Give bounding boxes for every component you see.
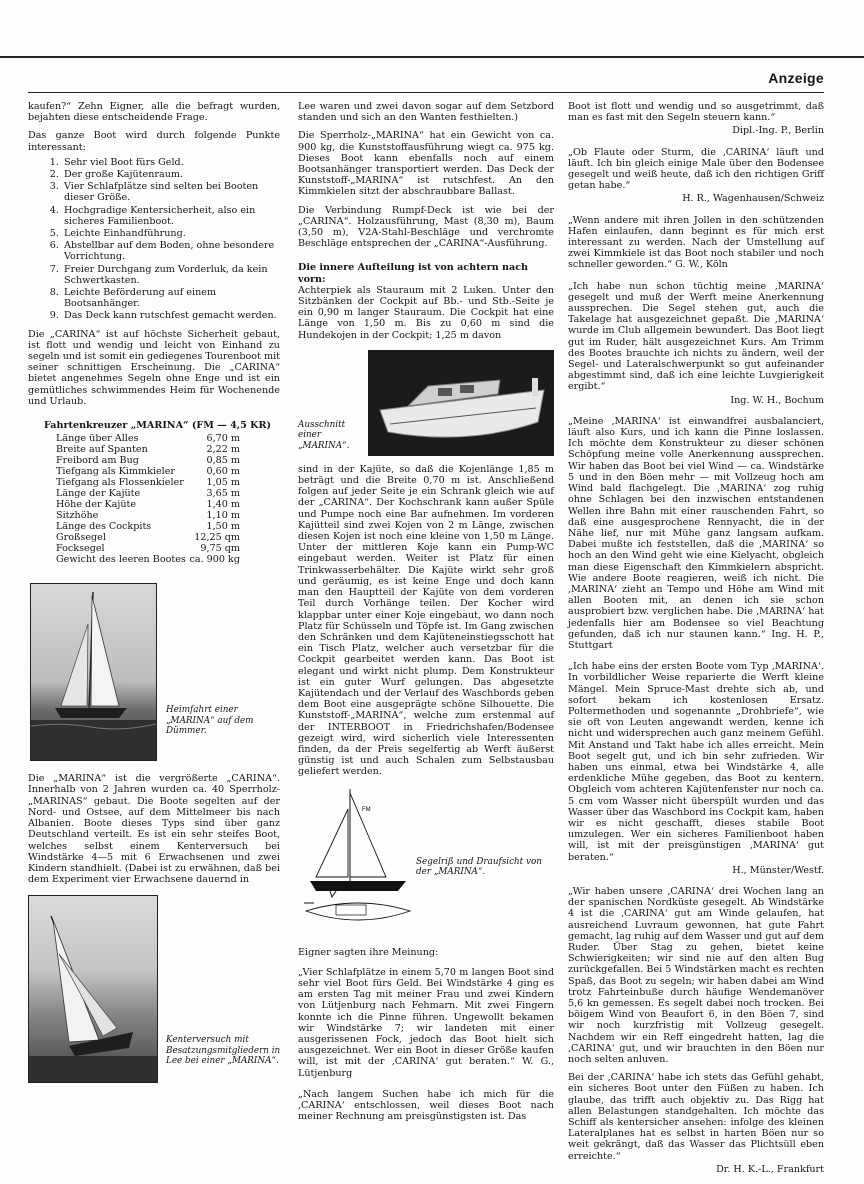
- sailing-photo-figure: [28, 583, 280, 759]
- photo-caption: Kenterversuch mit Besatzungsmitgliedern in Lee bei einer „MARINA“.: [166, 1035, 281, 1067]
- photo-caption: Heimfahrt einer „MARINA“ auf dem Dümmer.: [166, 705, 254, 737]
- table-row: Gewicht des leeren Bootes ca. 900 kg: [56, 554, 240, 566]
- paragraph: sind in der Kajüte, so daß die Kojenlänge 1,85 m beträgt und die Breite 0,70 m ist. Anschließend folgen auf jeder Seite je ein Schrank gleich wie auf der „CARINA“. Der Kochschrank kann außer Spüle und Pumpe noch eine Bar aufnehmen. Im vorderen Kajütteil sind zwei Kojen von 2 m Länge, zwischen diesen Kojen ist noch eine kleine von 1,50 m Länge. Unter der mittleren Koje kann ein Pump-WC eingebaut werden. Weiter ist Platz für einen Trinkwasserbehälter. Die Kajüte wirkt sehr groß und geräumig, es ist keine Enge und doch kann man den Hauptteil der Kajüte von dem vorderen Teil durch Vorhänge teilen. Der Kocher wird klappbar unter einer Koje eingebaut, wo dann noch Platz für Schüsseln und Töpfe ist. Im Gang zwischen den Schränken und dem Kajüteneinstiegsschott hat ein Tisch Platz, welcher auch versetzbar für die Cockpit gearbeitet werden kann. Das Boot ist elegant und wirkt nicht plump. Dem Konstrukteur ist ein guter Wurf gelungen. Das abgesetzte Kajütendach und der Verlauf des Waschbords geben dem Boot eine ausgeprägte schöne Silhouette. Die Kunststoff-„MARINA“, welche zum erstenmal auf der INTERBOOT in Friedrichshafen/Bodensee gezeigt wird, wird sicherlich viele Interessenten finden, da der Preis segelfertig ab Werft äußerst günstig ist und auch Schalen zum Selbstausbau geliefert werden.: [298, 463, 554, 778]
- list-item: 7. Freier Durchgang zum Vorderluk, da kein Schwertkasten.: [62, 264, 280, 286]
- spec-table-title: Fahrtenkreuzer „MARINA“ (FM — 4,5 KR): [44, 420, 272, 432]
- column-right: [568, 101, 824, 1184]
- cutaway-caption: Ausschnitt einer „MARINA“.: [298, 419, 350, 451]
- testimonial: „Meine ‚MARINA‘ ist einwandfrei ausbalanciert, läuft also Kurs, und ich kann die Pinne loslassen. Ich möchte dem Konstrukteur zu dieser schönen Schöpfung meine volle Anerkennung aussprechen. Wir haben das Boot bei viel Wind — ca. Windstärke 5 und in den Böen mehr — mit Vollzeug hoch am Wind bald flachgelegt. Die ‚MARINA‘ zog ruhig ohne Schlagen bei den inzwischen entstandenen Wellen ihre Bahn mit einer rauschenden Fahrt, so daß eine ausgesprochene Rennyacht, die in der Nähe lief, nur mit Mühe ganz langsam aufkam. Dabei mußte ich feststellen, daß die ‚MARINA‘ so hoch an den Wind geht wie eine Kielyacht, obgleich man diese Eigenschaft den Kimmkielern abspricht. Wie andere Boote reagieren, weiß ich nicht. Die ‚MARINA‘ zieht an Tempo und Höhe am Wind mit allen Booten mit, an denen ich sie schon ausprobiert bzw. verglichen habe. Die ‚MARINA‘ hat jedenfalls hier am Bodensee so viel Beachtung gefunden, daß ich nur staunen kann.“ Ing. H. P., Stuttgart: [568, 415, 824, 651]
- column-middle: [298, 101, 554, 1129]
- table-row: Länge des Cockpits 1,50 m: [56, 521, 240, 533]
- svg-text:FM: FM: [362, 806, 371, 813]
- paragraph: Lee waren und zwei davon sogar auf dem Setzbord standen und sich an den Wanten festhielten.): [298, 101, 554, 124]
- list-item: 8. Leichte Beförderung auf einem Bootsanhänger.: [62, 287, 280, 309]
- carina-paragraph: Die „CARINA“ ist auf höchste Sicherheit gebaut, ist flott und wendig und leicht von Einhand zu segeln und ist somit ein gediegenes Tourenboot mit seiner schnittigen Erscheinung. Die „CARINA“ bietet angenehmes Segeln ohne Enge und ist ein gemütliches schwimmendes Heim für Wochenende und Urlaub.: [28, 328, 280, 407]
- spec-table: [28, 433, 280, 565]
- testimonial: „Ich habe eins der ersten Boote vom Typ ‚MARINA‘. In vorbildlicher Weise reparierte die Werft kleine Mängel. Mein Spruce-Mast drehte sich ab, und sofort bekam ich kostenlosen Ersatz. Poltermethoden und sogenannte „Drohbriefe“, wie sie oft von Leuten angewandt werden, kenne ich nicht und widersprechen auch ganz meinem Gefühl. Mit Anstand und Takt habe ich alles erreicht. Mein Boot segelt gut, und ich bin sehr zufrieden. Wir haben uns einmal, etwa bei Windstärke 4, alle erdenkliche Mühe gegeben, das Boot zu kentern. Obgleich vom achteren Kajütenfenster nur noch ca. 5 cm vom Wasser nicht überspült wurden und das Wasser über das Waschbord ins Cockpit kam, haben wir es nicht geschafft, dieses stabile Boot umzulegen. Wer ein sicheres Familienboot haben will, ist mit der preisgünstigen ‚MARINA‘ gut beraten.“: [568, 661, 824, 863]
- table-row: Tiefgang als Flossenkieler 1,05 m: [56, 477, 240, 489]
- table-row: Großsegel 12,25 qm: [56, 532, 240, 544]
- capsize-photo-figure: [28, 895, 280, 1081]
- paragraph: Die Verbindung Rumpf-Deck ist wie bei der „CARINA“. Holzausführung, Mast (8,30 m), Baum (3,50 m), V2A-Stahl-Beschläge und verchromte Beschläge entsprechen der „CARINA“-Ausführung.: [298, 204, 554, 250]
- table-row: Länge über Alles 6,70 m: [56, 433, 240, 445]
- table-row: Höhe der Kajüte 1,40 m: [56, 499, 240, 511]
- header-divider: [28, 92, 824, 93]
- testimonial: „Nach langem Suchen habe ich mich für die ‚CARINA‘ entschlossen, weil dieses Boot nach meiner Rechnung am preisgünstigsten ist. Das: [298, 1088, 554, 1123]
- header-rule: [0, 56, 864, 58]
- table-row: Länge der Kajüte 3,65 m: [56, 488, 240, 500]
- testimonial-signature: Dr. H. K.-L., Frankfurt: [716, 1163, 824, 1175]
- list-item: 2. Der große Kajütenraum.: [62, 169, 280, 180]
- table-row: Sitzhöhe 1,10 m: [56, 510, 240, 522]
- sailplan-caption: Segelriß und Draufsicht von der „MARINA“.: [416, 856, 542, 878]
- list-item: 4. Hochgradige Kentersicherheit, also ein sicheres Familienboot.: [62, 205, 280, 227]
- table-row: Freibord am Bug 0,85 m: [56, 455, 240, 467]
- testimonial-signature: H., Münster/Westf.: [732, 864, 824, 876]
- cutaway-image: [368, 350, 554, 456]
- intro-paragraph: kaufen?“ Zehn Eigner, alle die befragt wurden, bejahten diese entscheidende Frage.: [28, 101, 280, 124]
- table-row: Tiefgang als Kimmkieler 0,60 m: [56, 466, 240, 478]
- list-item: 3. Vier Schlafplätze sind selten bei Booten dieser Größe.: [62, 181, 280, 203]
- testimonial-signature: Dipl.-Ing. P., Berlin: [732, 125, 824, 137]
- capsize-photo: [28, 895, 158, 1083]
- sailplan-drawing: [302, 785, 414, 935]
- testimonial: Bei der ‚CARINA‘ habe ich stets das Gefühl gehabt, ein sicheres Boot unter den Füßen zu haben. Ich glaube, das trifft auch objektiv zu. Das Rigg hat allen Belastungen standgehalten. Ich möchte das Schiff als kentersicher ansehen: infolge des kleinen Lateralplanes hat es selbst in harten Böen nur so weit gekrängt, daß das Wasser das Plichtsüll eben erreichte.“: [568, 1072, 824, 1162]
- paragraph: Achterpiek als Stauraum mit 2 Luken. Unter den Sitzbänken der Cockpit auf Bb.- und Stb.-Seite je ein 0,90 m langer Stauraum. Die Cockpit hat eine Länge von 1,50 m. Bis zu 0,60 m sind die Hundekojen in der Cockpit; 1,25 m davon: [298, 284, 554, 341]
- testimonial: Boot ist flott und wendig und so ausgetrimmt, daß man es fast mit den Segeln steuern kann.“: [568, 101, 824, 124]
- testimonial: „Vier Schlafplätze in einem 5,70 m langen Boot sind sehr viel Boot fürs Geld. Bei Windstärke 4 ging es am ersten Tag mit meiner Frau und zwei Kindern von Lütjenburg nach Fehmarn. Mit zwei Fingern konnte ich die Pinne führen. Ungewollt bekamen wir Windstärke 7; wir landeten mit einer ausgerissenen Fock, jedoch das Boot hielt sich ausgezeichnet. Wer ein Boot in dieser Größe kaufen will, ist mit der ‚CARINA‘ gut beraten.“ W. G., Lütjenburg: [298, 966, 554, 1079]
- list-item: 5. Leichte Einhandführung.: [62, 228, 280, 239]
- marina-paragraph: Die „MARINA“ ist die vergrößerte „CARINA“. Innerhalb von 2 Jahren wurden ca. 40 Sperrholz-„MARINAS“ gebaut. Die Boote segelten auf der Nord- und Ostsee, auf dem Mittelmeer bis nach Albanien. Boote dieses Typs sind über ganz Deutschland verteilt. Es ist ein sehr steifes Boot, welches selbst einem Kenterversuch bei Windstärke 4—5 mit 6 Erwachsenen und zwei Kindern standhielt. (Dabei ist zu erwähnen, daß bei dem Experiment vier Erwachsene dauernd in: [28, 773, 280, 886]
- section-heading: Die innere Aufteilung ist von achtern nach vorn:: [298, 262, 529, 285]
- testimonial: „Ob Flaute oder Sturm, die ‚CARINA‘ läuft und läuft. Ich bin gleich einige Male über den Bodensee gesegelt und weiß heute, daß ich den richtigen Griff getan habe.“: [568, 146, 824, 192]
- table-row: Focksegel 9,75 qm: [56, 543, 240, 555]
- column-left: [28, 101, 280, 1081]
- testimonial: „Wir haben unsere ‚CARINA‘ drei Wochen lang an der spanischen Nordküste gesegelt. Ab Windstärke 4 ist die ‚CARINA‘ gut am Winde gelaufen, hat ausreichend Luvraum gewonnen, hat gute Fahrt gemacht, lag ruhig auf dem Wasser und gut auf dem Ruder. Über Stag zu gehen, bietet keine Schwierigkeiten; wir sind nie auf den alten Bug zurückgefallen. Bei 5 Windstärken macht es rechten Spaß, das Boot zu segeln; wir haben dabei am Wind trotz Fahrteinbuße durch häufige Wendemanöver 5,6 kn gemessen. Es segelt dabei noch trocken. Bei böigem Wind von Beaufort 6, in den Böen 7, sind wir noch kurzfristig mit Vollzeug gesegelt. Nachdem wir ein Reff eingedreht hatten, lag die ‚CARINA‘ gut, und wir brauchten in den Böen nur noch selten anluven.: [568, 886, 824, 1066]
- testimonial-signature: Ing. W. H., Bochum: [730, 394, 824, 406]
- testimonial: „Wenn andere mit ihren Jollen in den schützenden Hafen einlaufen, dann beginnt es für mich erst interessant zu werden. Nach der Umstellung auf zwei Kimmkiele ist das Boot noch stabiler und noch schneller geworden.“ G. W., Köln: [568, 214, 824, 271]
- section-heading: Eigner sagten ihre Meinung:: [298, 946, 439, 958]
- cutaway-figure: [298, 348, 554, 460]
- list-item: 9. Das Deck kann rutschfest gemacht werden.: [62, 310, 280, 321]
- list-item: 1. Sehr viel Boot fürs Geld.: [62, 157, 280, 168]
- list-item: 6. Abstellbar auf dem Boden, ohne besondere Vorrichtung.: [62, 240, 280, 262]
- table-row: Breite auf Spanten 2,22 m: [56, 444, 240, 456]
- testimonial-signature: H. R., Wagenhausen/Schweiz: [682, 193, 824, 205]
- feature-list: [28, 157, 280, 322]
- advertisement-label: Anzeige: [768, 70, 824, 86]
- sailplan-figure: [298, 785, 554, 935]
- sailing-photo: [30, 583, 157, 761]
- paragraph: Die Sperrholz-„MARINA“ hat ein Gewicht von ca. 900 kg, die Kunststoffausführung wiegt ca. 975 kg. Dieses Boot kann ebenfalls noch auf einem Bootsanhänger transportiert werden. Das Deck der Kunststoff-„MARINA“ ist rutschfest. An den Kimmkielen sitzt der abschraubbare Ballast.: [298, 130, 554, 198]
- features-intro: Das ganze Boot wird durch folgende Punkte interessant:: [28, 130, 280, 153]
- testimonial: „Ich habe nun schon tüchtig meine ‚MARINA‘ gesegelt und muß der Werft meine Anerkennung aussprechen. Die Segel stehen gut, auch die Takelage hat ausgezeichnet gepaßt. Die ‚MARINA‘ wurde im Club allgemein bewundert. Das Boot liegt gut im Ruder, hält ausgezeichnet Kurs. Am Trimm des Bootes brauchte ich nichts zu ändern, weil der Segel- und Lateralschwerpunkt so gut aufeinander abgestimmt sind, daß ich eine leichte Luvgierigkeit ergibt.“: [568, 280, 824, 393]
